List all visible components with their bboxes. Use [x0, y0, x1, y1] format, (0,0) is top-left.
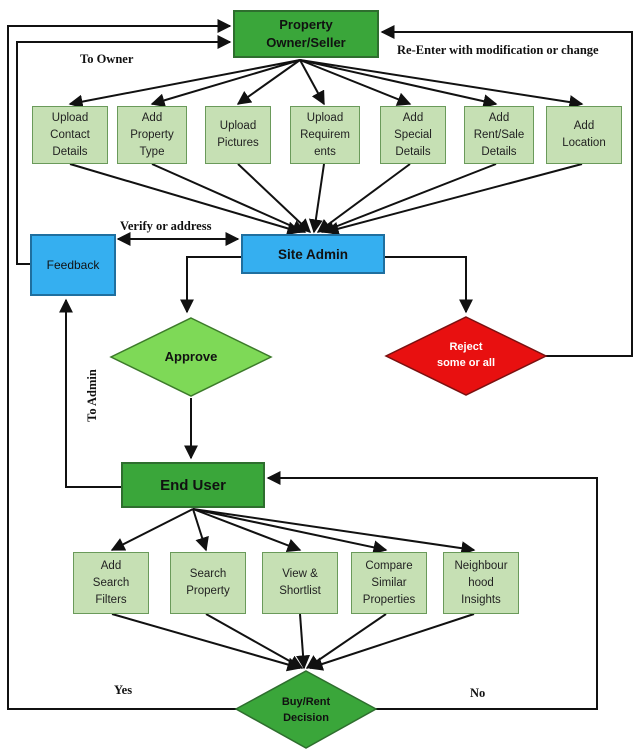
no-label: No [470, 686, 486, 700]
verify-label: Verify or address [120, 219, 212, 233]
add-special-details-node: Add Special Details [380, 106, 446, 164]
neighbourhood-insights-node: Neighbour hood Insights [443, 552, 519, 614]
decision-label-line2: Decision [283, 712, 329, 724]
to-owner-label: To Owner [80, 52, 134, 66]
end-user-node: End User [121, 462, 265, 508]
upload-requirements-node: Upload Requirem ents [290, 106, 360, 164]
to-admin-label: To Admin [84, 369, 99, 422]
enduser-to-actions-arrows [112, 509, 474, 550]
yes-label: Yes [114, 683, 133, 697]
upload-pictures-node: Upload Pictures [205, 106, 271, 164]
decision-diamond [236, 671, 376, 748]
actions-to-decision-arrows [112, 614, 474, 668]
view-shortlist-node: View & Shortlist [262, 552, 338, 614]
add-property-type-node: Add Property Type [117, 106, 187, 164]
add-search-filters-node: Add Search Filters [73, 552, 149, 614]
owner-node: Property Owner/Seller [233, 10, 379, 58]
decision-label-line1: Buy/Rent [281, 696, 331, 708]
add-location-node: Add Location [546, 106, 622, 164]
feedback-node: Feedback [30, 234, 116, 296]
re-enter-label: Re-Enter with modification or change [397, 43, 599, 57]
upload-contact-node: Upload Contact Details [32, 106, 108, 164]
admin-to-approve-arrow [187, 257, 242, 312]
reject-label-line1: Reject [449, 341, 483, 353]
reject-diamond [386, 317, 546, 395]
admin-to-reject-arrow [385, 257, 466, 312]
search-property-node: Search Property [170, 552, 246, 614]
owner-to-tasks-arrows [70, 60, 582, 104]
approve-label: Approve [164, 349, 218, 364]
add-rent-sale-node: Add Rent/Sale Details [464, 106, 534, 164]
compare-properties-node: Compare Similar Properties [351, 552, 427, 614]
reject-label-line2: some or all [436, 357, 496, 369]
site-admin-node: Site Admin [241, 234, 385, 274]
